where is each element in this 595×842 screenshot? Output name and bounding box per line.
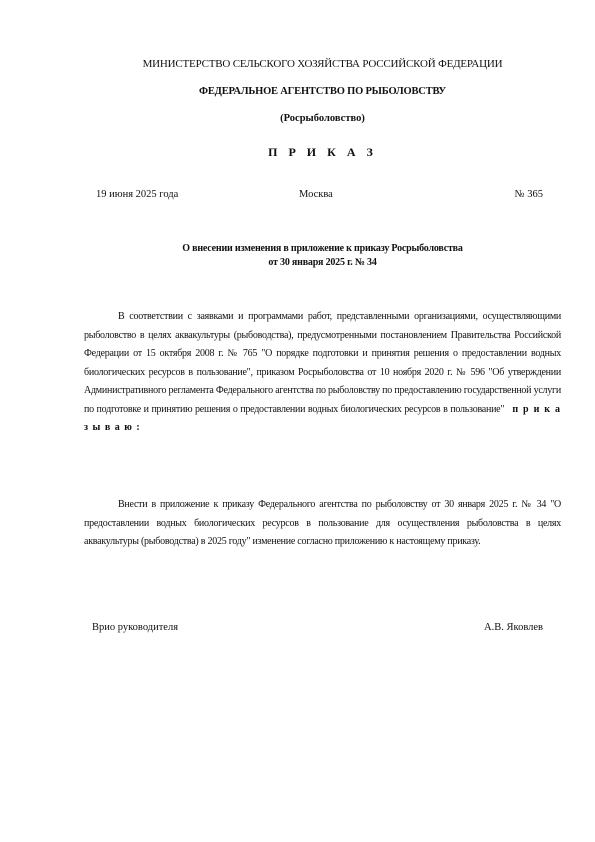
signatory-name: А.В. Яковлев [484, 622, 543, 633]
order-word: п р и к а з ы в а ю : [84, 403, 561, 433]
ministry-name: МИНИСТЕРСТВО СЕЛЬСКОГО ХОЗЯЙСТВА РОССИЙСКОЙ ФЕДЕРАЦИИ [142, 58, 503, 70]
subject-line-2: от 30 января 2025 г. № 34 [268, 257, 377, 268]
preamble-paragraph [84, 308, 561, 438]
order-paragraph: Внести в приложение к приказу Федерального агентства по рыболовству от 30 января 2025 г. № 34 "О предоставлении водных биологических ресурсов в пользование для осуществления рыболовства в целях аквакультуры (рыбоводства) в 2025 году" изменение согласно приложению к настоящему приказу. [84, 499, 561, 547]
agency-name: ФЕДЕРАЛЬНОЕ АГЕНТСТВО ПО РЫБОЛОВСТВУ [199, 86, 446, 97]
document-date: 19 июня 2025 года [96, 189, 179, 200]
agency-short-name: (Росрыболовство) [280, 113, 365, 124]
document-number: № 365 [514, 189, 543, 200]
signatory-position: Врио руководителя [92, 622, 179, 633]
document-city: Москва [299, 189, 333, 200]
preamble-text: В соответствии с заявками и программами работ, представленными организациями, осуществляющими рыболовство в целях аквакультуры (рыбоводства), предусмотренными постановлением Правительства Российской Федерации от 15 октября 2008 г. № 765 "О порядке подготовки и принятия решения о предоставлении водных биологических ресурсов в пользование", приказом Росрыболовства от 10 ноября 2020 г. № 596 "Об утверждении Административного регламента Федерального агентства по рыболовству по предоставлению государственной услуги по подготовке и принятию решения о предоставлении водных биологических ресурсов в пользование" [84, 311, 561, 415]
document-subject [84, 242, 561, 270]
document-type-title: П Р И К А З [268, 145, 377, 159]
subject-line-1: О внесении изменения в приложение к приказу Росрыболовства [182, 243, 463, 254]
